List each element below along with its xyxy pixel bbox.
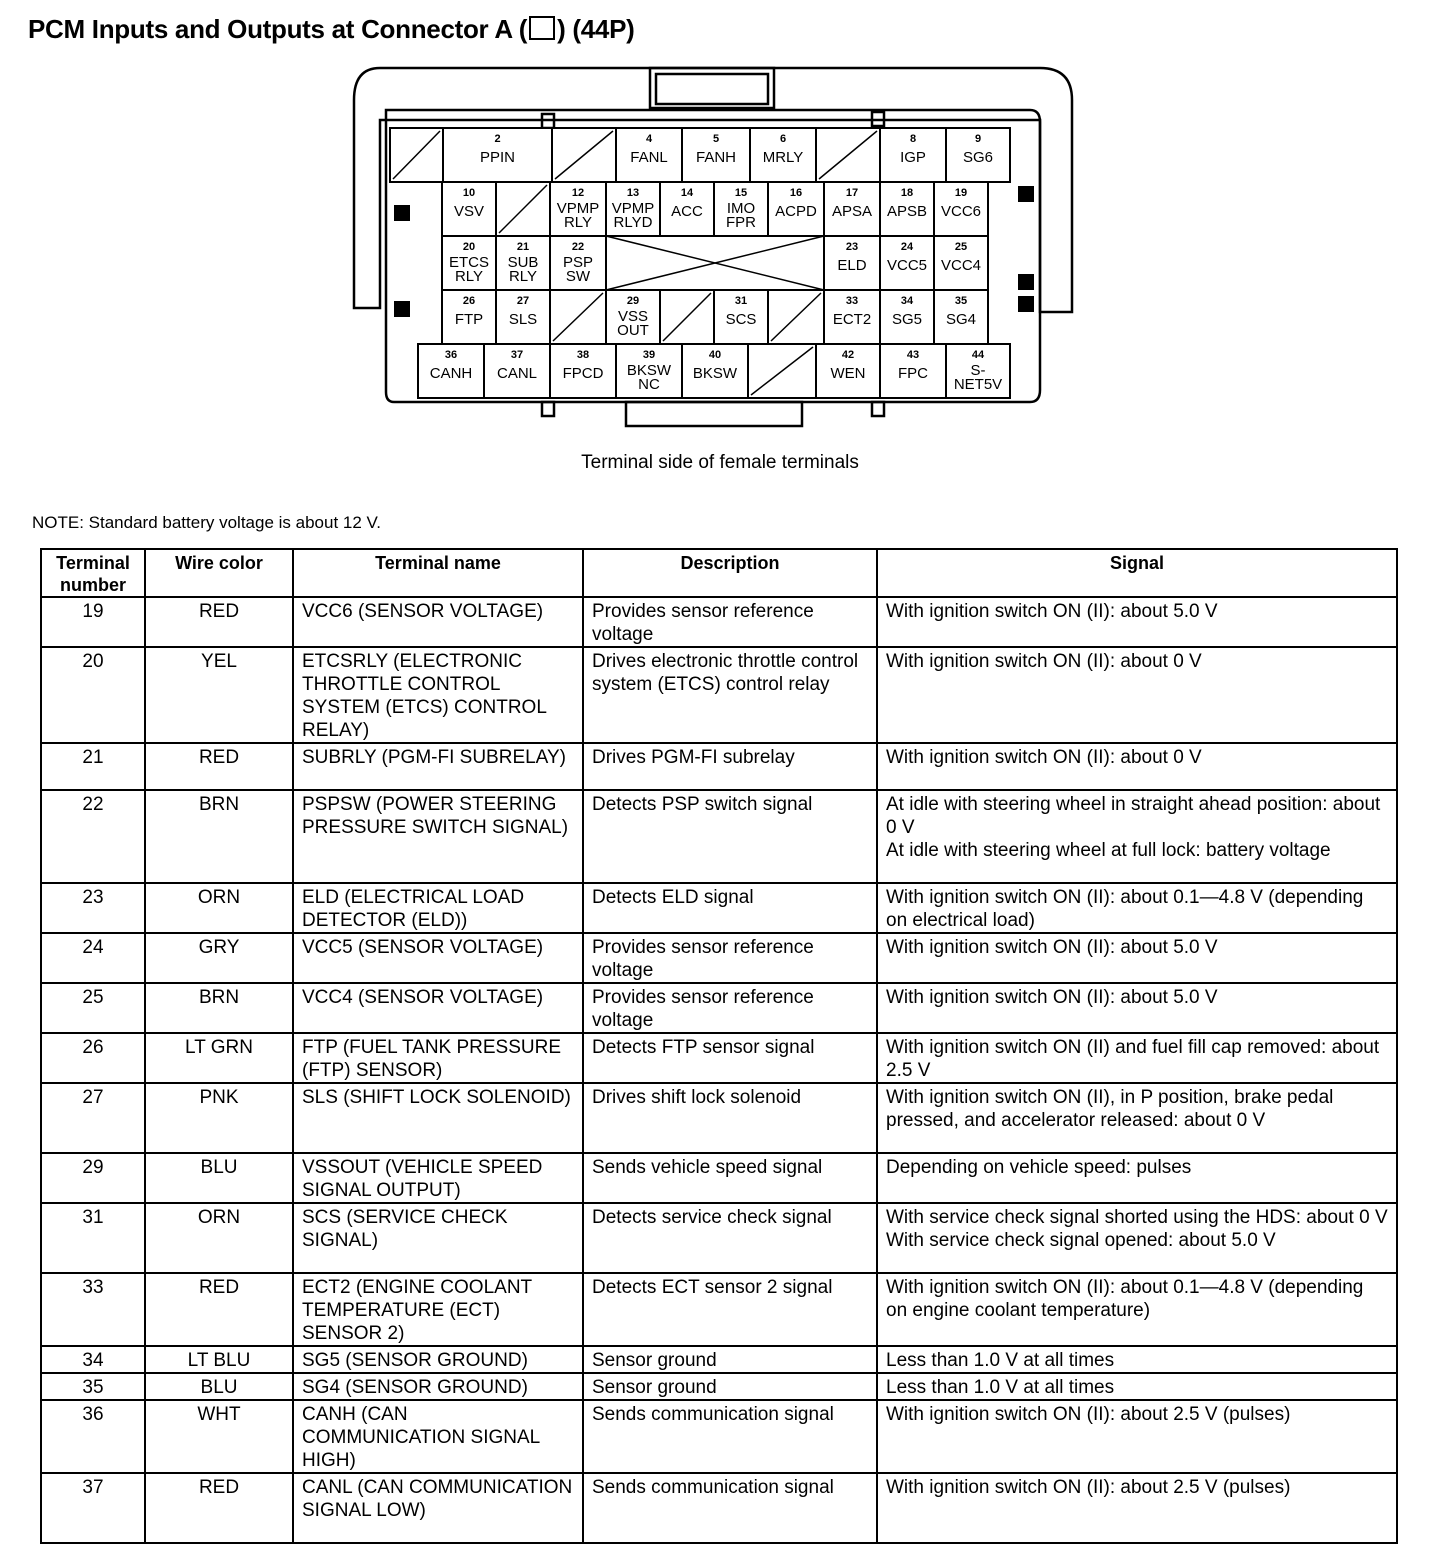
terminal-label: IGP	[900, 149, 926, 166]
cell-description: Sensor ground	[583, 1346, 877, 1373]
terminal-number: 38	[576, 349, 590, 361]
terminal-label: VPMP	[611, 200, 655, 217]
cell-terminal-name: SLS (SHIFT LOCK SOLENOID)	[293, 1083, 583, 1153]
table-row	[41, 1203, 1397, 1273]
terminal-number: 16	[789, 187, 803, 199]
terminal-label: BKSW	[626, 362, 672, 379]
table-row	[41, 1153, 1397, 1203]
cell-terminal: 37	[41, 1473, 145, 1543]
table-header-row	[41, 549, 1397, 597]
cell-wire-color: LT GRN	[145, 1033, 293, 1083]
terminal-label: IMO	[726, 200, 756, 217]
cell-terminal: 29	[41, 1153, 145, 1203]
cell-signal: Less than 1.0 V at all times	[877, 1346, 1397, 1373]
cell-signal: At idle with steering wheel in straight ahead position: about 0 V At idle with steering wheel at full lock: battery voltage	[877, 790, 1397, 883]
cell-wire-color: RED	[145, 743, 293, 790]
terminal-label: S-	[970, 362, 986, 379]
terminal-number: 43	[906, 349, 920, 361]
cell-wire-color: YEL	[145, 647, 293, 743]
cell-terminal: 27	[41, 1083, 145, 1153]
connector-symbol-icon	[529, 16, 555, 40]
cell-terminal: 33	[41, 1273, 145, 1346]
terminal-label: RLY	[508, 268, 538, 285]
cell-description: Detects FTP sensor signal	[583, 1033, 877, 1083]
terminal-number: 37	[510, 349, 524, 361]
terminal-label: RLYD	[613, 214, 653, 231]
terminal-number: 12	[571, 187, 585, 199]
terminal-label: FPR	[726, 214, 756, 231]
cell-description: Provides sensor reference voltage	[583, 983, 877, 1033]
cell-signal: With ignition switch ON (II): about 0 V	[877, 647, 1397, 743]
terminal-label: SG5	[891, 311, 923, 328]
terminal-label: APSA	[831, 203, 873, 220]
cell-description: Provides sensor reference voltage	[583, 933, 877, 983]
table-row	[41, 1346, 1397, 1373]
cell-signal: With ignition switch ON (II) and fuel fill cap removed: about 2.5 V	[877, 1033, 1397, 1083]
cell-description: Provides sensor reference voltage	[583, 597, 877, 647]
cell-wire-color: RED	[145, 1473, 293, 1543]
cell-terminal-name: FTP (FUEL TANK PRESSURE (FTP) SENSOR)	[293, 1033, 583, 1083]
cell-terminal: 34	[41, 1346, 145, 1373]
terminal-label: APSB	[886, 203, 928, 220]
table-row	[41, 1400, 1397, 1473]
terminal-label: FPCD	[562, 365, 604, 382]
table-row	[41, 1373, 1397, 1400]
cell-description: Sensor ground	[583, 1373, 877, 1400]
cell-terminal-name: VSSOUT (VEHICLE SPEED SIGNAL OUTPUT)	[293, 1153, 583, 1203]
cell-terminal-name: ETCSRLY (ELECTRONIC THROTTLE CONTROL SYSTEM (ETCS) CONTROL RELAY)	[293, 647, 583, 743]
terminal-label: MRLY	[762, 149, 804, 166]
terminal-number: 36	[444, 349, 458, 361]
cell-signal: With ignition switch ON (II): about 0.1—4.8 V (depending on electrical load)	[877, 883, 1397, 933]
cell-terminal: 21	[41, 743, 145, 790]
cell-terminal: 20	[41, 647, 145, 743]
terminal-number: 29	[626, 295, 640, 307]
terminal-number: 13	[626, 187, 640, 199]
terminal-label: CANH	[429, 365, 473, 382]
terminal-number: 14	[680, 187, 694, 199]
cell-description: Drives electronic throttle control system (ETCS) control relay	[583, 647, 877, 743]
cell-terminal: 24	[41, 933, 145, 983]
terminal-label: PSP	[562, 254, 594, 271]
table-row	[41, 743, 1397, 790]
terminal-label: SUB	[507, 254, 539, 271]
terminal-number: 20	[462, 241, 476, 253]
terminal-number: 33	[845, 295, 859, 307]
cell-terminal-name: SUBRLY (PGM-FI SUBRELAY)	[293, 743, 583, 790]
terminal-label: RLY	[563, 214, 593, 231]
terminal-label: FANH	[695, 149, 737, 166]
table-row	[41, 647, 1397, 743]
cell-terminal-name: CANL (CAN COMMUNICATION SIGNAL LOW)	[293, 1473, 583, 1543]
terminal-number: 23	[845, 241, 859, 253]
terminal-number: 8	[909, 133, 917, 145]
cell-terminal-name: SG5 (SENSOR GROUND)	[293, 1346, 583, 1373]
terminal-cells	[390, 128, 1010, 398]
terminal-number: 40	[708, 349, 722, 361]
cell-terminal: 35	[41, 1373, 145, 1400]
cell-wire-color: ORN	[145, 1203, 293, 1273]
terminal-label: VCC6	[940, 203, 982, 220]
terminal-label: VSS	[617, 308, 649, 325]
note: NOTE: Standard battery voltage is about 12 V.	[32, 513, 382, 532]
cell-description: Detects PSP switch signal	[583, 790, 877, 883]
table-row	[41, 1083, 1397, 1153]
cell-description: Drives PGM-FI subrelay	[583, 743, 877, 790]
terminal-number: 17	[845, 187, 859, 199]
terminal-label: FTP	[454, 311, 484, 328]
cell-wire-color: GRY	[145, 933, 293, 983]
table-row	[41, 597, 1397, 647]
connector-diagram	[350, 60, 1090, 432]
table-row	[41, 883, 1397, 933]
table-row	[41, 1473, 1397, 1543]
terminal-number: 4	[645, 133, 653, 145]
cell-terminal: 23	[41, 883, 145, 933]
terminal-label: NET5V	[953, 376, 1003, 393]
cell-terminal: 25	[41, 983, 145, 1033]
terminal-label: VCC5	[886, 257, 928, 274]
cell-wire-color: PNK	[145, 1083, 293, 1153]
terminal-number: 24	[900, 241, 914, 253]
terminal-number: 25	[954, 241, 968, 253]
cell-terminal-name: VCC4 (SENSOR VOLTAGE)	[293, 983, 583, 1033]
cell-signal: With ignition switch ON (II): about 0.1—4.8 V (depending on engine coolant temperature)	[877, 1273, 1397, 1346]
terminal-label: ELD	[837, 257, 867, 274]
header-signal: Signal	[877, 549, 1397, 597]
terminal-label: ACC	[671, 203, 703, 220]
terminal-number: 26	[462, 295, 476, 307]
header-terminal-number: Terminal number	[41, 549, 145, 597]
terminal-number: 15	[734, 187, 748, 199]
table-row	[41, 1273, 1397, 1346]
table-row	[41, 983, 1397, 1033]
cell-description: Sends communication signal	[583, 1473, 877, 1543]
cell-terminal: 26	[41, 1033, 145, 1083]
terminal-number: 10	[462, 187, 476, 199]
cell-terminal-name: CANH (CAN COMMUNICATION SIGNAL HIGH)	[293, 1400, 583, 1473]
cell-description: Detects ELD signal	[583, 883, 877, 933]
terminal-number: 18	[900, 187, 914, 199]
terminal-label: ECT2	[832, 311, 872, 328]
terminal-label: VCC4	[940, 257, 982, 274]
cell-terminal: 36	[41, 1400, 145, 1473]
terminal-number: 35	[954, 295, 968, 307]
table-row	[41, 933, 1397, 983]
terminal-label: ETCS	[448, 254, 490, 271]
terminal-label: OUT	[617, 322, 649, 339]
terminal-label: VSV	[453, 203, 485, 220]
table-row	[41, 790, 1397, 883]
cell-description: Sends communication signal	[583, 1400, 877, 1473]
terminal-number: 21	[516, 241, 530, 253]
terminal-label: NC	[638, 376, 660, 393]
header-wire-color: Wire color	[145, 549, 293, 597]
cell-terminal: 31	[41, 1203, 145, 1273]
terminal-number: 42	[841, 349, 855, 361]
terminal-number: 34	[900, 295, 914, 307]
terminal-number: 44	[971, 349, 985, 361]
cell-terminal-name: SG4 (SENSOR GROUND)	[293, 1373, 583, 1400]
terminal-label: ACPD	[775, 203, 817, 220]
title-text: PCM Inputs and Outputs at Connector A (	[28, 14, 528, 44]
terminal-label: SG6	[962, 149, 994, 166]
connector-caption: Terminal side of female terminals	[581, 452, 859, 473]
cell-wire-color: BRN	[145, 983, 293, 1033]
terminal-label: FANL	[630, 149, 668, 166]
cell-terminal-name: PSPSW (POWER STEERING PRESSURE SWITCH SIGNAL)	[293, 790, 583, 883]
cell-signal: Depending on vehicle speed: pulses	[877, 1153, 1397, 1203]
cell-wire-color: BLU	[145, 1153, 293, 1203]
cell-terminal: 22	[41, 790, 145, 883]
terminal-label: SG4	[945, 311, 977, 328]
terminal-label: SCS	[725, 311, 757, 328]
cell-terminal-name: ELD (ELECTRICAL LOAD DETECTOR (ELD))	[293, 883, 583, 933]
terminal-number: 39	[642, 349, 656, 361]
cell-terminal: 19	[41, 597, 145, 647]
cell-terminal-name: SCS (SERVICE CHECK SIGNAL)	[293, 1203, 583, 1273]
cell-wire-color: ORN	[145, 883, 293, 933]
terminal-number: 19	[954, 187, 968, 199]
terminal-number: 6	[779, 133, 787, 145]
terminal-label: SLS	[508, 311, 538, 328]
cell-description: Detects ECT sensor 2 signal	[583, 1273, 877, 1346]
cell-wire-color: RED	[145, 1273, 293, 1346]
terminal-label: PPIN	[479, 149, 516, 166]
terminal-number: 22	[571, 241, 585, 253]
page-title	[28, 14, 635, 45]
cell-wire-color: RED	[145, 597, 293, 647]
terminal-label: WEN	[830, 365, 866, 382]
cell-description: Sends vehicle speed signal	[583, 1153, 877, 1203]
cell-description: Drives shift lock solenoid	[583, 1083, 877, 1153]
terminal-number: 5	[712, 133, 720, 145]
cell-terminal-name: VCC6 (SENSOR VOLTAGE)	[293, 597, 583, 647]
terminal-number: 31	[734, 295, 748, 307]
cell-signal: With ignition switch ON (II): about 5.0 V	[877, 933, 1397, 983]
terminal-label: CANL	[496, 365, 538, 382]
cell-wire-color: BLU	[145, 1373, 293, 1400]
cell-terminal-name: ECT2 (ENGINE COOLANT TEMPERATURE (ECT) SENSOR 2)	[293, 1273, 583, 1346]
cell-wire-color: WHT	[145, 1400, 293, 1473]
cell-description: Detects service check signal	[583, 1203, 877, 1273]
cell-signal: With ignition switch ON (II): about 2.5 V (pulses)	[877, 1473, 1397, 1543]
terminal-label: SW	[565, 268, 591, 285]
cell-wire-color: BRN	[145, 790, 293, 883]
cell-signal: With ignition switch ON (II): about 2.5 V (pulses)	[877, 1400, 1397, 1473]
header-description: Description	[583, 549, 877, 597]
cell-signal: With service check signal shorted using the HDS: about 0 V With service check signal opened: about 5.0 V	[877, 1203, 1397, 1273]
terminal-number: 27	[516, 295, 530, 307]
title-suffix: ) (44P)	[557, 14, 635, 44]
cell-terminal-name: VCC5 (SENSOR VOLTAGE)	[293, 933, 583, 983]
terminal-label: RLY	[454, 268, 484, 285]
cell-signal: With ignition switch ON (II): about 5.0 V	[877, 597, 1397, 647]
table-row	[41, 1033, 1397, 1083]
terminal-label: BKSW	[692, 365, 738, 382]
cell-signal: With ignition switch ON (II): about 0 V	[877, 743, 1397, 790]
terminal-table	[40, 548, 1398, 1544]
terminal-number: 9	[974, 133, 982, 145]
cell-signal: Less than 1.0 V at all times	[877, 1373, 1397, 1400]
terminal-label: FPC	[898, 365, 928, 382]
cell-signal: With ignition switch ON (II), in P position, brake pedal pressed, and accelerator released: about 0 V	[877, 1083, 1397, 1153]
terminal-number: 2	[494, 133, 501, 145]
table-body	[41, 597, 1397, 1543]
terminal-label: VPMP	[556, 200, 600, 217]
cell-wire-color: LT BLU	[145, 1346, 293, 1373]
cell-signal: With ignition switch ON (II): about 5.0 V	[877, 983, 1397, 1033]
header-terminal-name: Terminal name	[293, 549, 583, 597]
